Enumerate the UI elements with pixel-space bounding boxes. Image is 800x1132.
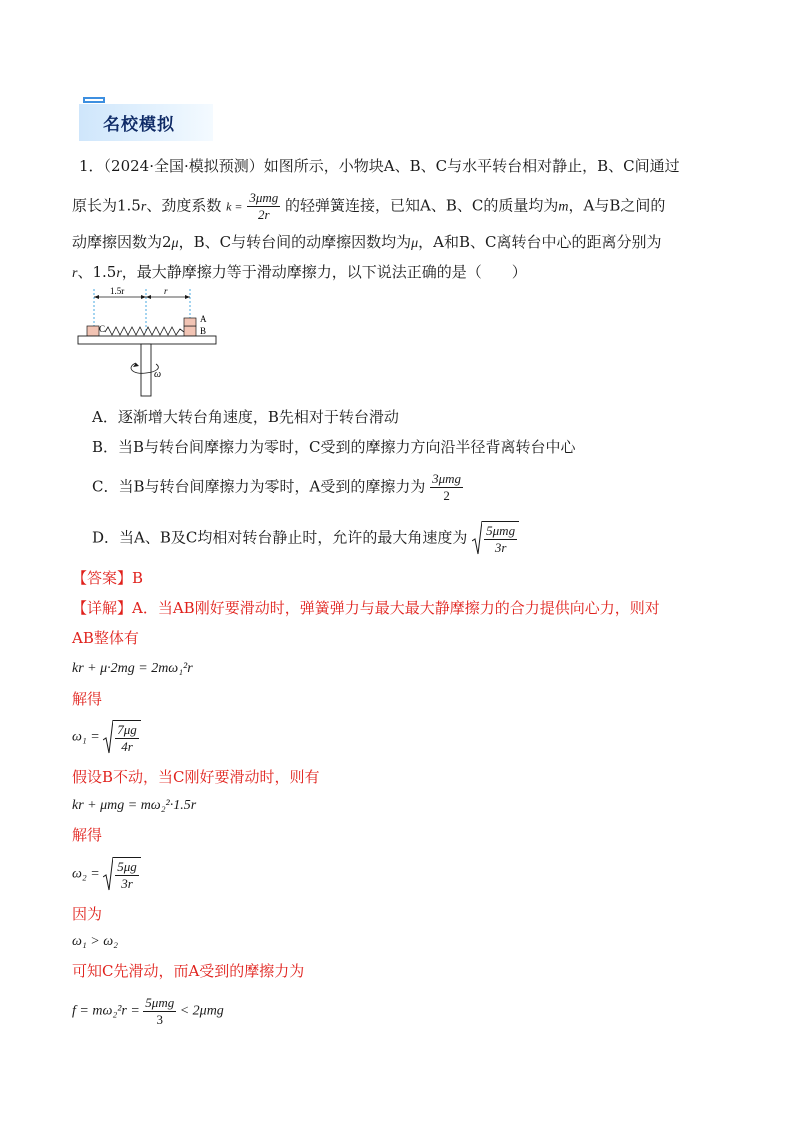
frac-den: 4r <box>121 739 133 754</box>
label-omega: ω <box>154 369 162 380</box>
section-tag-bar <box>83 97 105 103</box>
dim-label-right: r <box>164 286 168 296</box>
block-b <box>184 326 196 336</box>
frac-den: 3r <box>121 876 133 891</box>
frac-den: 2 <box>443 488 450 503</box>
label-a: A <box>200 314 207 324</box>
equation-1 <box>72 662 193 676</box>
frac-den: 3r <box>494 540 507 555</box>
sqrt-icon <box>103 857 113 891</box>
answer <box>72 571 143 586</box>
section-tag-label: 名校模拟 <box>103 115 175 135</box>
equation-2-lhs: ω₁ = <box>72 729 100 745</box>
option-c-fraction <box>430 471 463 504</box>
option-a-text: A．逐渐增大转台角速度，B先相对于转台滑动 <box>92 408 399 426</box>
solve-2 <box>72 828 102 843</box>
because-line <box>72 907 102 922</box>
equation-6-rhs: < 2μmg <box>179 1003 224 1019</box>
explanation-head <box>72 601 660 616</box>
conclude-line <box>72 964 304 979</box>
q2-b: 、劲度系数 <box>146 196 222 215</box>
because-text: 因为 <box>72 905 103 923</box>
turntable-shaft <box>141 344 151 396</box>
conclude-text: 可知C先滑动，而A受到的摩擦力为 <box>72 962 305 980</box>
equation-4-fraction <box>115 859 139 892</box>
q2-a: 原长为1.5 <box>72 196 141 215</box>
frac-num: 3μmg <box>432 471 462 486</box>
equation-4 <box>72 857 141 892</box>
option-d-fraction <box>484 523 517 556</box>
equation-6 <box>72 995 224 1028</box>
equation-1-text: kr + μ·2mg = 2mω₁²r <box>72 661 193 676</box>
q2-d: ，A与B之间的 <box>568 196 666 215</box>
q4-a: 、1.5 <box>77 263 117 281</box>
equation-3-text: kr + μmg = mω₂²·1.5r <box>72 798 197 813</box>
explanation-head-text: 【详解】A．当AB刚好要滑动时，弹簧弹力与最大最大静摩擦力的合力提供向心力，则对 <box>72 599 660 617</box>
spring <box>105 327 184 335</box>
option-c-text: C．当B与转台间摩擦力为零时，A受到的摩擦力为 <box>92 477 426 496</box>
section-tag <box>79 97 213 143</box>
frac-num: 3μmg <box>249 190 279 205</box>
frac-num: 5μg <box>117 859 137 874</box>
frac-den: 3 <box>156 1012 163 1027</box>
q2-k: k = <box>226 199 243 214</box>
option-c <box>92 471 463 504</box>
equation-5 <box>72 935 118 949</box>
arrow-icon <box>146 295 151 299</box>
equation-5-text: ω₁ > ω₂ <box>72 934 118 949</box>
q3-a: 动摩擦因数为2 <box>72 233 172 251</box>
question-line-4: r、1.5r，最大静摩擦力等于滑动摩擦力，以下说法正确的是（ ） <box>72 263 527 281</box>
solve-1 <box>72 692 102 707</box>
q3-c: ，A和B、C离转台中心的距离分别为 <box>418 233 662 251</box>
question-line-2: 原长为1.5r、劲度系数 k = $\frac{\text{3μmg}}{2r}$ 的轻弹簧连接，已知A、B、C的质量均为m，A与B之间的 <box>72 190 666 222</box>
frac-den: 2r <box>258 207 270 222</box>
solve-2-text: 解得 <box>72 826 103 844</box>
option-d-sqrt <box>472 521 519 556</box>
label-c: C <box>99 324 106 334</box>
option-d <box>92 521 519 556</box>
question-line-3: 动摩擦因数为2μ，B、C与转台间的动摩擦因数均为μ，A和B、C离转台中心的距离分别为 <box>72 233 662 251</box>
question-text-1: 1．（2024·全国·模拟预测）如图所示，小物块A、B、C与水平转台相对静止，B、C间通过 <box>79 157 680 175</box>
arrow-icon <box>94 295 99 299</box>
question-line-1 <box>79 159 680 174</box>
turntable-diagram <box>76 285 226 397</box>
spring-constant-fraction <box>247 190 280 223</box>
answer-text: 【答案】B <box>72 569 144 587</box>
solve-1-text: 解得 <box>72 690 103 708</box>
frac-num: 5μmg <box>486 523 516 538</box>
assume-line <box>72 770 320 785</box>
explanation-head2-text: AB整体有 <box>72 629 139 647</box>
turntable-plate <box>78 336 216 344</box>
option-d-text: D．当A、B及C均相对转台静止时，允许的最大角速度为 <box>92 528 468 547</box>
arrow-icon <box>185 295 190 299</box>
dim-label-left: 1.5r <box>110 286 125 296</box>
option-a <box>92 410 399 425</box>
sqrt-icon <box>103 720 113 754</box>
equation-4-lhs: ω₂ = <box>72 866 100 882</box>
q4-b: ，最大静摩擦力等于滑动摩擦力，以下说法正确的是（ ） <box>121 263 527 281</box>
arrow-icon <box>141 295 146 299</box>
equation-2 <box>72 720 141 755</box>
equation-4-sqrt <box>103 857 141 892</box>
equation-3 <box>72 799 196 813</box>
assume-text: 假设B不动，当C刚好要滑动时，则有 <box>72 768 320 786</box>
q3-b: ，B、C与转台间的动摩擦因数均为 <box>178 233 412 251</box>
explanation-head-2 <box>72 631 139 646</box>
equation-6-lhs: f = mω₂²r = <box>72 1003 140 1019</box>
block-c <box>87 326 99 336</box>
label-b: B <box>200 326 207 336</box>
equation-6-fraction <box>143 995 176 1028</box>
option-b-text: B．当B与转台间摩擦力为零时，C受到的摩擦力方向沿半径背离转台中心 <box>92 438 576 456</box>
sqrt-icon <box>472 521 482 555</box>
frac-num: 5μmg <box>145 995 175 1010</box>
frac-num: 7μg <box>117 722 137 737</box>
equation-2-sqrt <box>103 720 141 755</box>
equation-2-fraction <box>115 722 139 755</box>
q2-c: 的轻弹簧连接，已知A、B、C的质量均为 <box>285 196 559 215</box>
block-a <box>184 318 196 326</box>
option-b <box>92 440 576 455</box>
